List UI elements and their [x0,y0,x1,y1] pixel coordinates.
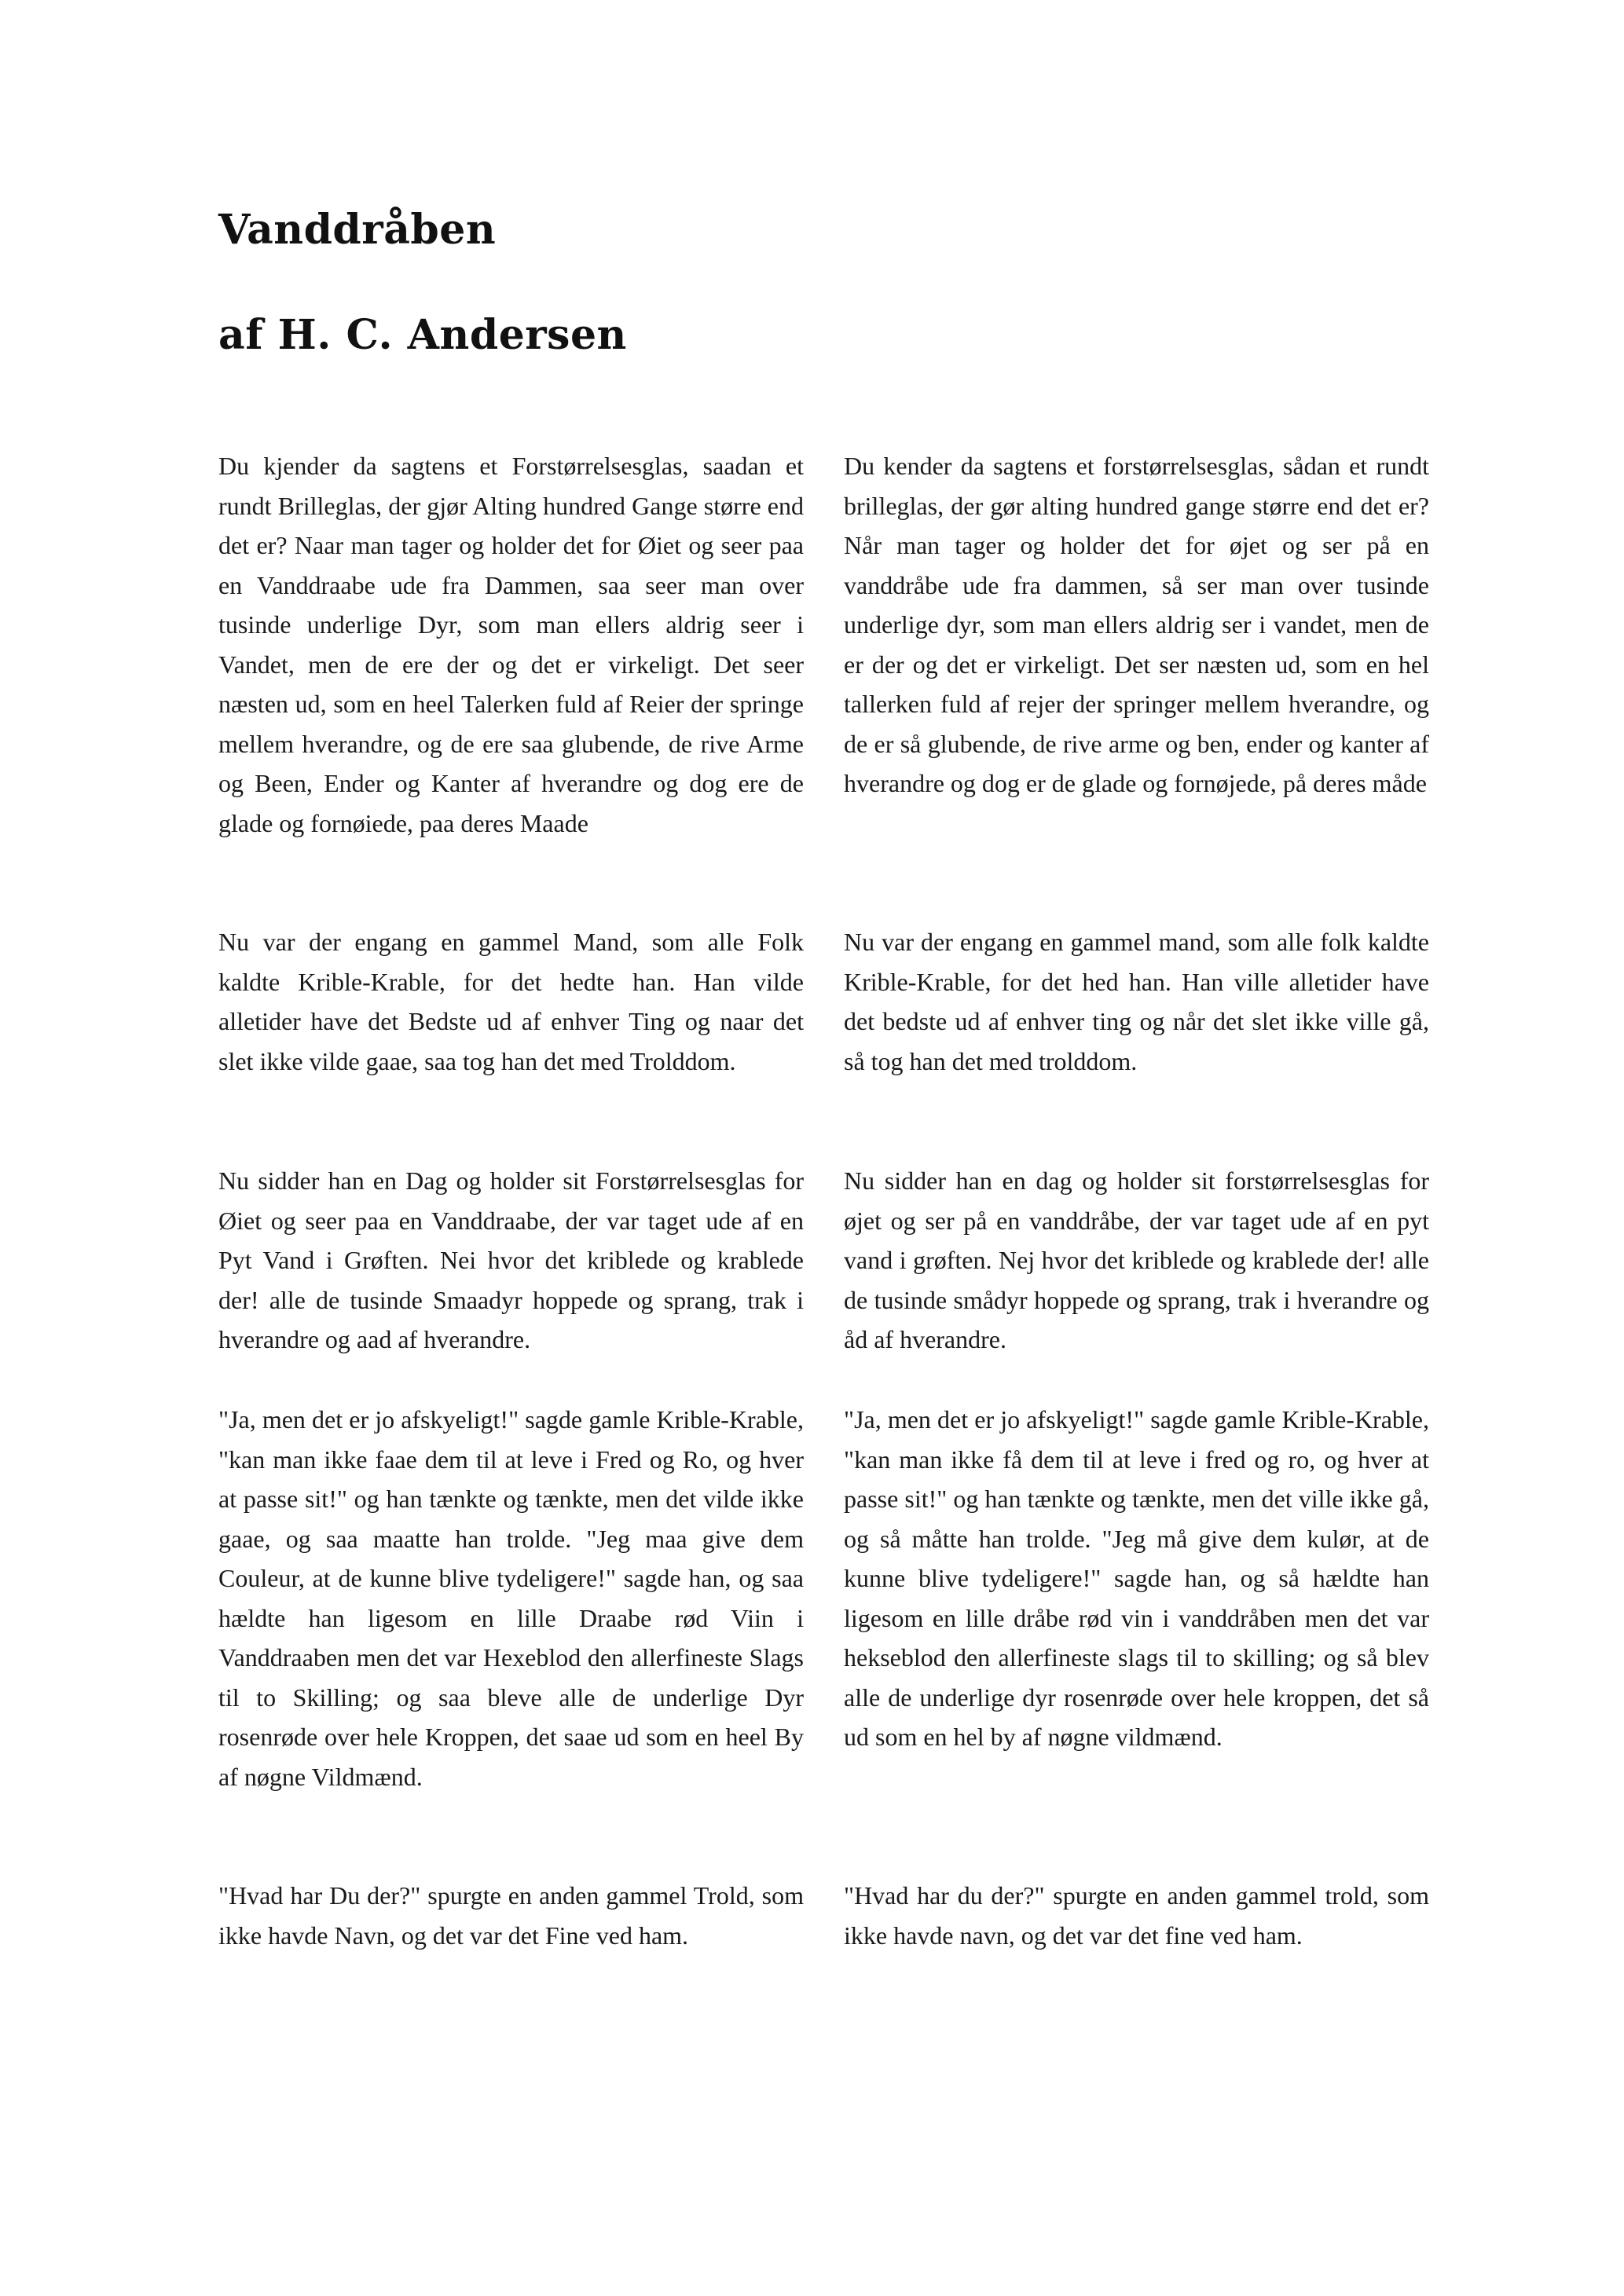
modern-paragraph: Nu var der engang en gammel mand, som alle folk kaldte Krible-Krable, for det hed han. Han ville alletider have det bedste ud af enhver ting og når det slet ikke ville gå, så tog han det med trolddom. [844,928,1429,1075]
original-paragraph: Nu sidder han en Dag og holder sit Forstørrelsesglas for Øiet og seer paa en Vanddraabe, der var taget ude af en Pyt Vand i Grøften. Nei hvor det kriblede og krablede der! alle de tusinde Smaadyr hoppede og sprang, trak i hverandre og aad af hverandre. [218,1166,804,1353]
original-paragraph: Nu var der engang en gammel Mand, som alle Folk kaldte Krible-Krable, for det hedte han. Han vilde alletider have det Bedste ud af enhver Ting og naar det slet ikke vilde gaae, saa tog han det med Trolddom. [218,928,804,1075]
original-text-column [218,446,804,1997]
modern-paragraph: Nu sidder han en dag og holder sit forstørrelsesglas for øjet og ser på en vanddråbe, der var taget ude af en pyt vand i grøften. Nej hvor det kriblede og krablede der! alle de tusinde smådyr hoppede og sprang, trak i hverandre og åd af hverandre. [844,1166,1429,1353]
original-paragraph: "Ja, men det er jo afskyeligt!" sagde gamle Krible-Krable, "kan man ikke faae dem til at leve i Fred og Ro, og hver at passe sit!" og han tænkte og tænkte, men det vilde ikke gaae, og saa maatte han trolde. "Jeg maa give dem Couleur, at de kunne blive tydeligere!" sagde han, og saa hældte han ligesom en lille Draabe rød Viin i Vanddraaben men det var Hexeblod den allerfineste Slags til to Skilling; og saa bleve alle de underlige Dyr rosenrøde over hele Kroppen, det saae ud som en heel By af nøgne Vildmænd. [218,1405,804,1791]
modern-paragraph: "Hvad har du der?" spurgte en anden gammel trold, som ikke havde navn, og det var det fine ved ham. [844,1881,1429,1950]
document-title: Vanddråben [218,206,497,254]
modern-text-column [844,446,1429,1997]
original-paragraph: Du kjender da sagtens et Forstørrelsesglas, saadan et rundt Brilleglas, der gjør Alting hundred Gange større end det er? Naar man tager og holder det for Øiet og seer paa en Vanddraabe ude fra Dammen, saa seer man over tusinde underlige Dyr, som man ellers aldrig seer i Vandet, men de ere der og det er virkeligt. Det seer næsten ud, som en heel Talerken fuld af Reier der springe mellem hverandre, og de ere saa glubende, de rive Arme og Been, Ender og Kanter af hverandre og dog ere de glade og fornøiede, paa deres Maade [218,452,804,837]
modern-paragraph: "Ja, men det er jo afskyeligt!" sagde gamle Krible-Krable, "kan man ikke få dem til at leve i fred og ro, og hver at passe sit!" og han tænkte og tænkte, men det ville ikke gå, og så måtte han trolde. "Jeg må give dem kulør, at de kunne blive tydeligere!" sagde han, og så hældte han ligesom en lille dråbe rød vin i vanddråben men det var hekseblod den allerfineste slags til to skilling; og så blev alle de underlige dyr rosenrøde over hele kroppen, det så ud som en hel by af nøgne vildmænd. [844,1405,1429,1751]
original-paragraph: "Hvad har Du der?" spurgte en anden gammel Trold, som ikke havde Navn, og det var det Fine ved ham. [218,1881,804,1950]
document-author: af H. C. Andersen [218,311,627,359]
modern-paragraph: Du kender da sagtens et forstørrelsesglas, sådan et rundt brilleglas, der gør alting hundred gange større end det er? Når man tager og holder det for øjet og ser på en vanddråbe ude fra dammen, så ser man over tusinde underlige dyr, som man ellers aldrig ser i vandet, men de er der og det er virkeligt. Det ser næsten ud, som en hel tallerken fuld af rejer der springer mellem hverandre, og de er så glubende, de rive arme og ben, ender og kanter af hverandre og dog er de glade og fornøjede, på deres måde [844,452,1429,797]
